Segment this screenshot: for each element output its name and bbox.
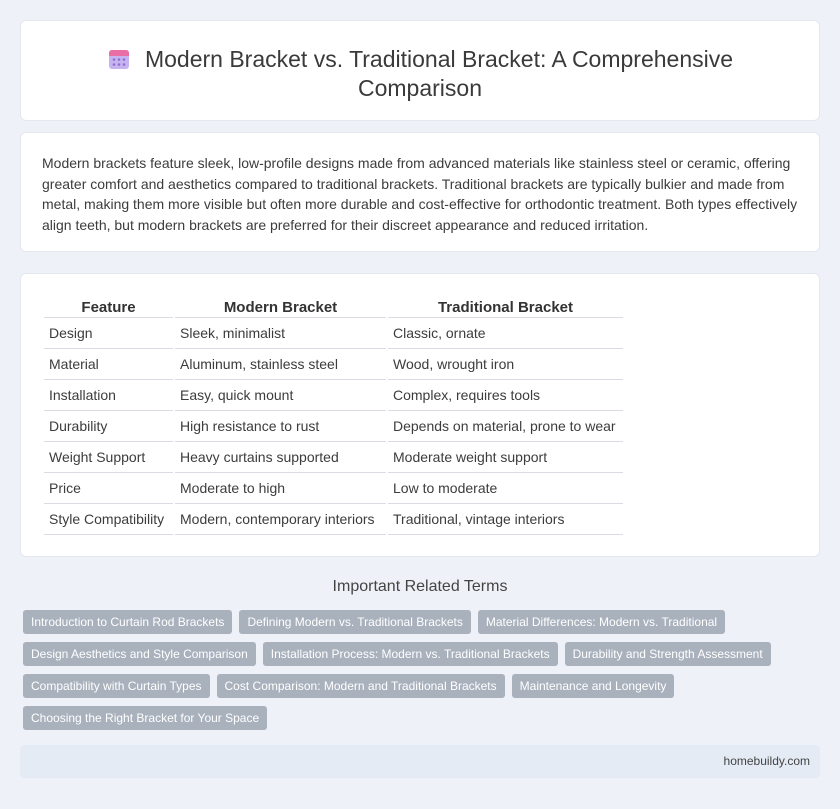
footer-site-link[interactable]: homebuildy.com — [723, 754, 810, 768]
table-row — [44, 504, 623, 535]
related-tag[interactable]: Compatibility with Curtain Types — [23, 674, 210, 698]
cell-traditional: Depends on material, prone to wear — [388, 411, 623, 442]
footer — [20, 745, 820, 778]
related-tag[interactable]: Durability and Strength Assessment — [565, 642, 771, 666]
related-tag[interactable]: Choosing the Right Bracket for Your Space — [23, 706, 267, 730]
cell-feature: Design — [44, 318, 173, 349]
comparison-card — [20, 273, 820, 557]
cell-modern: Modern, contemporary interiors — [175, 504, 386, 535]
page-title-wrap — [21, 45, 819, 103]
cell-modern: Moderate to high — [175, 473, 386, 504]
page-title: Modern Bracket vs. Traditional Bracket: A Comprehensive Comparison — [144, 46, 734, 101]
cell-traditional: Wood, wrought iron — [388, 349, 623, 380]
related-tag[interactable]: Material Differences: Modern vs. Traditional — [478, 610, 725, 634]
table-row — [44, 349, 623, 380]
table-row — [44, 442, 623, 473]
header-traditional: Traditional Bracket — [388, 296, 623, 318]
calendar-icon — [107, 47, 131, 71]
cell-traditional: Classic, ornate — [388, 318, 623, 349]
cell-modern: Heavy curtains supported — [175, 442, 386, 473]
table-row — [44, 318, 623, 349]
cell-modern: High resistance to rust — [175, 411, 386, 442]
cell-modern: Easy, quick mount — [175, 380, 386, 411]
table-row — [44, 380, 623, 411]
cell-traditional: Complex, requires tools — [388, 380, 623, 411]
header-modern: Modern Bracket — [175, 296, 386, 318]
related-tag[interactable]: Cost Comparison: Modern and Traditional Brackets — [217, 674, 505, 698]
cell-feature: Price — [44, 473, 173, 504]
related-tag[interactable]: Design Aesthetics and Style Comparison — [23, 642, 256, 666]
cell-feature: Style Compatibility — [44, 504, 173, 535]
cell-feature: Material — [44, 349, 173, 380]
table-header-row — [44, 296, 623, 318]
cell-modern: Sleek, minimalist — [175, 318, 386, 349]
related-tag[interactable]: Defining Modern vs. Traditional Brackets — [239, 610, 470, 634]
cell-traditional: Moderate weight support — [388, 442, 623, 473]
cell-feature: Weight Support — [44, 442, 173, 473]
intro-paragraph: Modern brackets feature sleek, low-profile designs made from advanced materials like stainless steel or ceramic, offering greater comfort and aesthetics compared to traditional brackets. Traditional brackets are typically bulkier and made from metal, making them more visible but often more durable and cost-effective for orthodontic treatment. Both types effectively align teeth, but modern brackets are preferred for their discreet appearance and reduced irritation. — [42, 155, 798, 233]
related-tag[interactable]: Installation Process: Modern vs. Traditional Brackets — [263, 642, 558, 666]
table-row — [44, 411, 623, 442]
related-tags-list — [23, 610, 783, 730]
related-tag[interactable]: Maintenance and Longevity — [512, 674, 675, 698]
comparison-table — [42, 296, 625, 535]
title-card — [20, 20, 820, 121]
related-terms-heading: Important Related Terms — [332, 578, 508, 595]
cell-modern: Aluminum, stainless steel — [175, 349, 386, 380]
table-row — [44, 473, 623, 504]
cell-feature: Installation — [44, 380, 173, 411]
cell-feature: Durability — [44, 411, 173, 442]
cell-traditional: Traditional, vintage interiors — [388, 504, 623, 535]
intro-card — [20, 132, 820, 252]
cell-traditional: Low to moderate — [388, 473, 623, 504]
related-tag[interactable]: Introduction to Curtain Rod Brackets — [23, 610, 232, 634]
header-feature: Feature — [44, 296, 173, 318]
